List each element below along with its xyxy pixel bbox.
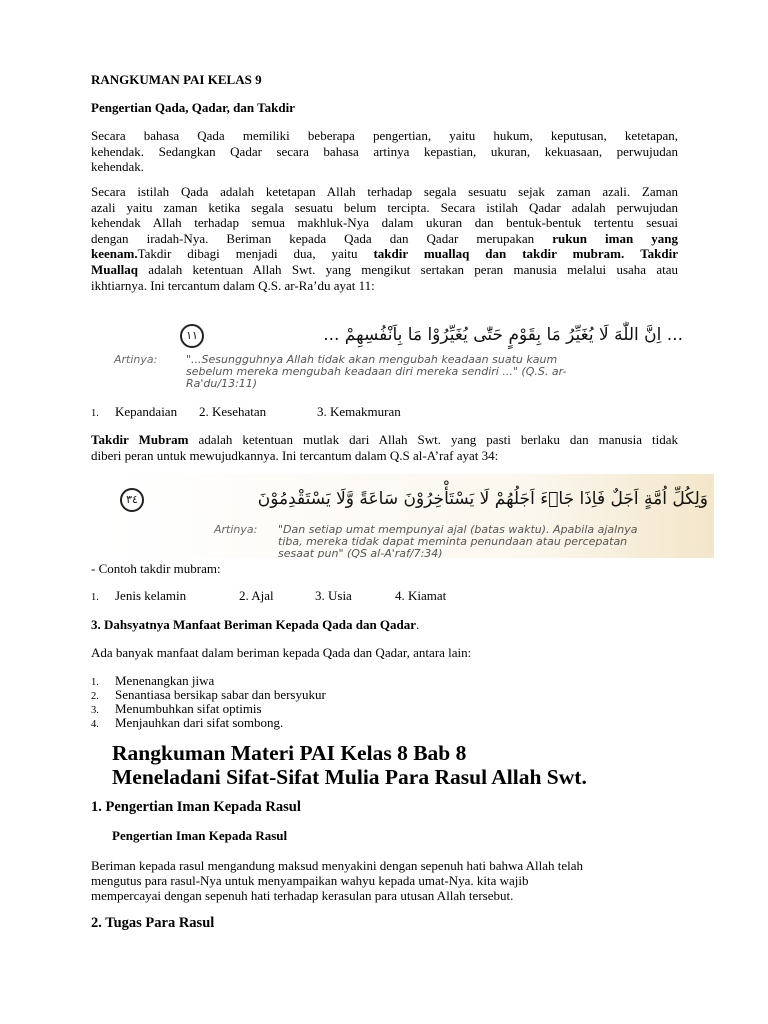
text-line: diberi peran untuk mewujudkannya. Ini tercantum dalam Q.S al-A’raf ayat 34: <box>91 447 499 463</box>
text-line: kehendak. Sedangkan Qadar secara bahasa artinya kepastian, ukuran, kekuasaan, perwujudan <box>91 143 678 159</box>
list-text: Senantiasa bersikap sabar dan bersyukur <box>115 687 326 702</box>
bold-run: Muallaq <box>91 261 138 277</box>
list-number: 4. <box>91 719 99 730</box>
bold-run: takdir muallaq dan takdir mubram. <box>373 246 625 262</box>
ayah-number: ١١ <box>180 324 204 348</box>
text-run: adalah ketentuan Allah Swt. yang mengikut sertakan peran manusia melalui usaha atau <box>148 261 679 277</box>
list-number: 1. <box>91 592 99 603</box>
list-number: 1. <box>91 677 99 688</box>
text-run: adalah ketentuan mutlak dari Allah Swt. yang pasti berlaku dan manusia tidak <box>198 432 679 447</box>
manfaat-intro: Ada banyak manfaat dalam beriman kepada Qada dan Qadar, antara lain: <box>91 645 472 660</box>
text-line: Secara istilah Qada adalah ketetapan Allah terhadap segala sesuatu sejak zaman azali. Zaman <box>91 184 678 199</box>
list-text: Menjauhkan dari sifat sombong. <box>115 715 284 730</box>
list-number: 3. <box>91 705 99 716</box>
list-text: 3. Usia <box>315 588 352 603</box>
section-heading-iman-rasul: 1. Pengertian Iman Kepada Rasul <box>91 799 301 815</box>
text-run: Takdir dibagi menjadi dua, yaitu <box>137 246 358 262</box>
contoh-label: - Contoh takdir mubram: <box>91 561 221 576</box>
bold-run: keenam. <box>91 246 138 262</box>
text-line: Beriman kepada rasul mengandung maksud menyakini dengan sepenuh hati bahwa Allah telah <box>91 858 584 873</box>
text-line <box>91 246 678 262</box>
list-text: Jenis kelamin <box>115 588 187 603</box>
ayah-number-badge <box>180 324 204 348</box>
text-line <box>91 262 678 278</box>
paragraph-istilah <box>91 184 678 293</box>
bold-run: Takdir Mubram <box>91 432 189 447</box>
text-line: ikhtiarnya. Ini tercantum dalam Q.S. ar-Ra’du ayat 11: <box>91 277 375 293</box>
list-text: 2. Kesehatan <box>199 404 267 419</box>
ayah-number: ٣٤ <box>120 488 144 512</box>
text-line: kehendak. <box>91 159 145 175</box>
big-heading-line: Rangkuman Materi PAI Kelas 8 Bab 8 <box>112 741 467 765</box>
bold-run: Takdir <box>640 246 679 262</box>
list-text: Menenangkan jiwa <box>115 673 215 688</box>
artinya-line: tiba, mereka tidak dapat meminta penundaan atau percepatan <box>278 535 628 548</box>
list-item <box>91 715 283 732</box>
list-number: 1. <box>91 408 99 419</box>
paragraph-takdir-mubram <box>91 432 678 463</box>
artinya-line: sesaat pun" (QS al-A'raf/7:34) <box>278 547 443 558</box>
text-run: dengan iradah-Nya. Beriman kepada Qada dan Qadar merupakan <box>91 230 535 246</box>
artinya-line: "Dan setiap umat mempunyai ajal (batas waktu). Apabila ajalnya <box>278 523 638 536</box>
bold-run: 3. Dahsyatnya Manfaat Beriman Kepada Qada dan Qadar <box>91 617 417 632</box>
text-line <box>91 231 678 247</box>
text-run: . <box>416 617 420 632</box>
big-heading-line: Meneladani Sifat-Sifat Mulia Para Rasul Allah Swt. <box>112 765 587 789</box>
artinya-line: sebelum mereka mengubah keadaan diri mereka sendiri ..." (Q.S. ar- <box>186 365 567 378</box>
text-line: Secara bahasa Qada memiliki beberapa pengertian, yaitu hukum, keputusan, ketetapan, <box>91 128 678 143</box>
ayah-number-badge <box>120 488 144 512</box>
text-line: kehendak Allah terhadap semua makhluk-Nya dalam ukuran dan bentuk-bentuk tertentu sesuai <box>91 215 678 231</box>
list-item-takdir-muallaq-examples <box>91 404 401 421</box>
artinya-label: Artinya: <box>114 353 158 366</box>
subsection-heading: Pengertian Iman Kepada Rasul <box>112 828 288 843</box>
list-text: 4. Kiamat <box>395 588 447 603</box>
quran-verse-image-ar-radu <box>108 312 688 392</box>
list-text: Menumbuhkan sifat optimis <box>115 701 262 716</box>
text-line <box>91 432 678 448</box>
arabic-verse-row <box>178 320 683 350</box>
paragraph-bahasa <box>91 128 678 175</box>
text-line: mengutus para rasul-Nya untuk menyampaikan wahyu kepada umat-Nya. kita wajib <box>91 873 529 888</box>
list-number: 2. <box>91 691 99 702</box>
bold-run: rukun iman yang <box>552 230 678 246</box>
paragraph-iman-rasul <box>91 858 583 903</box>
arabic-verse-text: وَلِكُلِّ اُمَّةٍ اَجَلٌ فَاِذَا جَاۤءَ اَجَلُهُمْ لَا يَسْتَأْخِرُوْنَ سَاعَةً وَّلَا يَسْتَقْدِمُوْنَ <box>257 489 708 509</box>
section-heading-tugas-rasul: 2. Tugas Para Rasul <box>91 915 215 931</box>
arabic-verse-row <box>148 484 708 514</box>
section-heading-manfaat <box>91 617 419 633</box>
text-line: mempercayai dengan sepenuh hati terhadap kerasulan para utusan Allah tersebut. <box>91 888 514 903</box>
section-subtitle: Pengertian Qada, Qadar, dan Takdir <box>91 100 295 115</box>
artinya-label: Artinya: <box>214 523 258 536</box>
arabic-verse-text: ... اِنَّ اللّٰهَ لَا يُغَيِّرُ مَا بِقَوْمٍ حَتّٰى يُغَيِّرُوْا مَا بِاَنْفُسِهِمْ ... <box>323 325 683 345</box>
text-line: azali yaitu zaman ketika segala sesuatu belum tercipta. Secara istilah Qadar adalah perwujudan <box>91 199 678 215</box>
document-title: RANGKUMAN PAI KELAS 9 <box>91 72 262 87</box>
list-item-takdir-mubram-examples <box>91 588 446 605</box>
quran-verse-image-al-araf <box>108 474 714 558</box>
list-text: Kepandaian <box>115 404 178 419</box>
artinya-line: Ra'du/13:11) <box>186 377 258 390</box>
list-text: 3. Kemakmuran <box>317 404 401 419</box>
list-text: 2. Ajal <box>239 588 274 603</box>
artinya-line: "...Sesungguhnya Allah tidak akan mengubah keadaan suatu kaum <box>186 353 558 366</box>
